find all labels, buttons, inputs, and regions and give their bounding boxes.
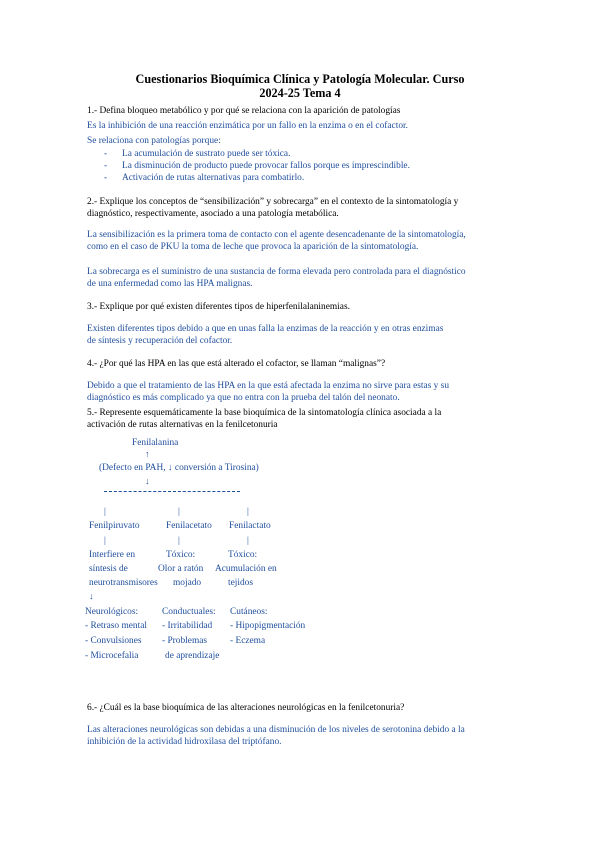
group-neurologicos-item: - Convulsiones [85, 636, 142, 646]
arrow-down-icon: ↓ [145, 477, 150, 487]
group-conductuales-item: de aprendizaje [165, 651, 220, 661]
question-6: 6.- ¿Cuál es la base bioquímica de las alteraciones neurológicas en la fenilcetonuria? [87, 703, 405, 713]
bullet-dash: - [104, 161, 108, 171]
arrow-down-icon: ↓ [89, 592, 94, 602]
question-2-line2: diagnóstico, respectivamente, asociado a una patología metabólica. [87, 209, 339, 219]
answer-3-line2: de síntesis y recuperación del cofactor. [87, 336, 233, 346]
question-5-line1: 5.- Represente esquemáticamente la base bioquímica de la sintomatología clínica asociada a la [87, 408, 442, 418]
bullet-dash: - [104, 173, 108, 183]
diagram-col1-text: neurotransmisores [89, 578, 158, 588]
answer-1-bullet: La acumulación de sustrato puede ser tóxica. [122, 149, 291, 159]
diagram-bar: | [178, 507, 180, 517]
answer-4-line1: Debido a que el tratamiento de las HPA en la que está afectada la enzima no sirve para estas y su [87, 381, 450, 391]
answer-2-sensibilizacion-line1: La sensibilización es la primera toma de contacto con el agente desencadenante de la sintomatología, [87, 230, 466, 240]
question-4: 4.- ¿Por qué las HPA en las que está alterado el cofactor, se llaman “malignas”? [87, 359, 386, 369]
group-neurologicos-head: Neurológicos: [85, 607, 139, 617]
question-2-line1: 2.- Explique los conceptos de “sensibilización” y sobrecarga” en el contexto de la sintomatología y [87, 197, 459, 207]
group-cutaneos-item: - Eczema [230, 636, 266, 646]
page-title: Cuestionarios Bioquímica Clínica y Patología Molecular. Curso [135, 72, 465, 86]
group-cutaneos-item: - Hipopigmentación [230, 621, 306, 631]
diagram-fenilacetato: Fenilacetato [166, 521, 212, 531]
diagram-bar: | [104, 536, 106, 546]
answer-2-sensibilizacion-line2: como en el caso de PKU la toma de leche que provoca la aparición de la sintomatología. [87, 242, 419, 252]
group-conductuales-item: - Irritabilidad [162, 621, 213, 631]
arrow-up-icon: ↑ [145, 450, 150, 460]
answer-1-definition: Es la inhibición de una reacción enzimática por un fallo en la enzima o en el cofactor. [87, 121, 408, 131]
answer-6-line1: Las alteraciones neurológicas son debidas a una disminución de los niveles de serotonina debido a la [87, 725, 465, 735]
diagram-dashed-line [104, 491, 240, 492]
diagram-fenilalanina: Fenilalanina [132, 438, 179, 448]
question-3: 3.- Explique por qué existen diferentes tipos de hiperfenilalaninemias. [87, 302, 350, 312]
group-neurologicos-item: - Retraso mental [85, 621, 147, 631]
question-5-line2: activación de rutas alternativas en la fenilcetonuria [87, 420, 278, 430]
answer-3-line1: Existen diferentes tipos debido a que en unas falla la enzimas de la reacción y en otras enzimas [87, 324, 444, 334]
group-conductuales-item: - Problemas [162, 636, 208, 646]
diagram-bar: | [247, 507, 249, 517]
diagram-col3-text: Acumulación en [215, 564, 277, 574]
diagram-col3-text: Tóxico: [228, 550, 258, 560]
answer-1-bullet: La disminución de producto puede provocar fallos porque es imprescindible. [122, 161, 410, 171]
group-cutaneos-head: Cutáneos: [230, 607, 268, 617]
answer-1-intro: Se relaciona con patologías porque: [87, 136, 221, 146]
answer-4-line2: diagnóstico es más complicado ya que no entra con la prueba del talón del neonato. [87, 393, 400, 403]
diagram-bar: | [178, 536, 180, 546]
diagram-col1-text: síntesis de [89, 564, 128, 574]
bullet-dash: - [104, 149, 108, 159]
answer-1-bullet: Activación de rutas alternativas para combatirlo. [122, 173, 305, 183]
diagram-col2-text: Tóxico: [166, 550, 196, 560]
diagram-defect: (Defecto en PAH, ↓ conversión a Tirosina) [99, 463, 259, 473]
answer-2-sobrecarga-line1: La sobrecarga es el suministro de una sustancia de forma elevada pero controlada para el diagnóstico [87, 267, 466, 277]
diagram-col2-text: Olor a ratón [158, 564, 204, 574]
page-subtitle: 2024-25 Tema 4 [259, 86, 341, 100]
answer-2-sobrecarga-line2: de una enfermedad como las HPA malignas. [87, 279, 253, 289]
diagram-col1-text: Interfiere en [89, 550, 136, 560]
diagram-col2-text: mojado [173, 578, 202, 588]
question-1: 1.- Defina bloqueo metabólico y por qué se relaciona con la aparición de patologías [87, 106, 401, 116]
diagram-col3-text: tejidos [228, 578, 253, 588]
diagram-bar: | [247, 536, 249, 546]
diagram-bar: | [104, 507, 106, 517]
diagram-fenilactato: Fenilactato [229, 521, 271, 531]
group-neurologicos-item: - Microcefalia [85, 651, 139, 661]
answer-6-line2: inhibición de la actividad hidroxilasa del triptófano. [87, 737, 282, 747]
diagram-fenilpiruvato: Fenilpiruvato [89, 521, 140, 531]
group-conductuales-head: Conductuales: [162, 607, 216, 617]
